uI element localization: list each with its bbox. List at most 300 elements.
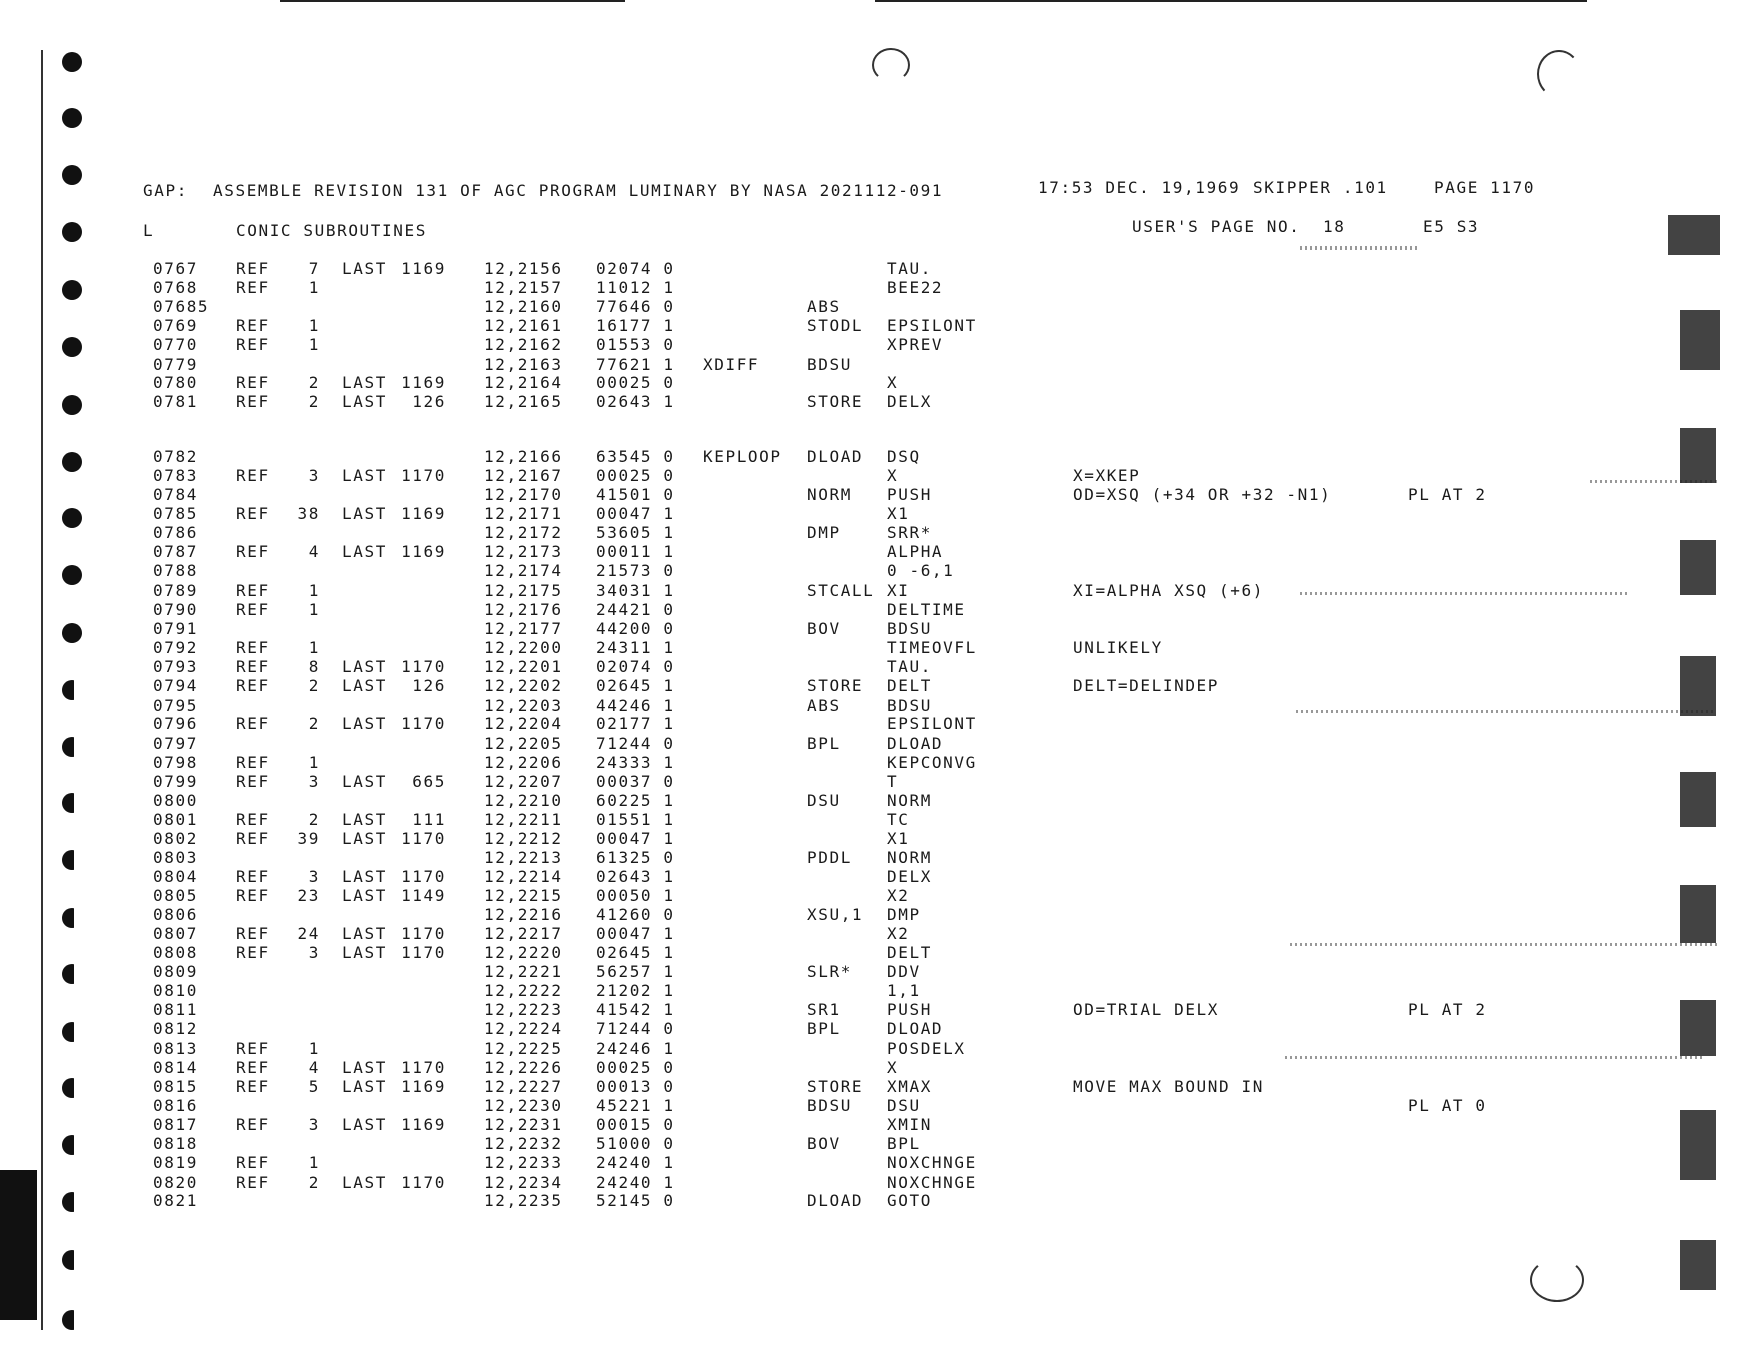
cell-last: LAST bbox=[342, 829, 387, 848]
cell-ref: REF bbox=[236, 1115, 270, 1134]
cell-last-page: 1169 bbox=[401, 259, 446, 278]
cell-comment: MOVE MAX BOUND IN bbox=[1073, 1077, 1264, 1096]
cell-count: 2 bbox=[308, 676, 320, 695]
cell-word: 52145 0 bbox=[596, 1191, 675, 1210]
cell-last-page: 1170 bbox=[401, 867, 446, 886]
cell-line: 0796 bbox=[153, 714, 198, 733]
listing-row bbox=[0, 1078, 1740, 1097]
listing-row bbox=[0, 735, 1740, 754]
cell-operand: XPREV bbox=[887, 335, 944, 354]
cell-op: DLOAD bbox=[807, 1191, 864, 1210]
cell-last: LAST bbox=[342, 810, 387, 829]
cell-line: 0816 bbox=[153, 1096, 198, 1115]
cell-word: 02645 1 bbox=[596, 676, 675, 695]
cell-word: 02074 0 bbox=[596, 657, 675, 676]
cell-operand: BDSU bbox=[887, 696, 932, 715]
cell-line: 0817 bbox=[153, 1115, 198, 1134]
cell-count: 1 bbox=[308, 1039, 320, 1058]
cell-operand: DSU bbox=[887, 1096, 921, 1115]
users-page: USER'S PAGE NO. 18 bbox=[1132, 217, 1346, 236]
cell-last: LAST bbox=[342, 886, 387, 905]
cell-op: ABS bbox=[807, 297, 841, 316]
cell-addr: 12,2206 bbox=[484, 753, 563, 772]
cell-line: 0784 bbox=[153, 485, 198, 504]
cell-last-page: 111 bbox=[412, 810, 446, 829]
cell-op: SR1 bbox=[807, 1000, 841, 1019]
cell-last: LAST bbox=[342, 466, 387, 485]
cell-line: 0801 bbox=[153, 810, 198, 829]
cell-line: 0792 bbox=[153, 638, 198, 657]
cell-last: LAST bbox=[342, 1173, 387, 1192]
cell-ref: REF bbox=[236, 316, 270, 335]
cell-op: PDDL bbox=[807, 848, 852, 867]
cell-line: 0812 bbox=[153, 1019, 198, 1038]
cell-last-page: 1169 bbox=[401, 1115, 446, 1134]
listing-row bbox=[0, 944, 1740, 963]
cell-word: 60225 1 bbox=[596, 791, 675, 810]
cell-operand: DLOAD bbox=[887, 1019, 944, 1038]
cell-last-page: 1170 bbox=[401, 1058, 446, 1077]
top-rule-right bbox=[875, 0, 1587, 2]
cell-addr: 12,2167 bbox=[484, 466, 563, 485]
listing-row bbox=[0, 260, 1740, 279]
cell-word: 01551 1 bbox=[596, 810, 675, 829]
cell-last-page: 1170 bbox=[401, 714, 446, 733]
cell-line: 0789 bbox=[153, 581, 198, 600]
cell-addr: 12,2156 bbox=[484, 259, 563, 278]
cell-ref: REF bbox=[236, 1058, 270, 1077]
cell-line: 0809 bbox=[153, 962, 198, 981]
cell-last: LAST bbox=[342, 676, 387, 695]
cell-comment: X=XKEP bbox=[1073, 466, 1141, 485]
cell-line: 0785 bbox=[153, 504, 198, 523]
cell-op: BPL bbox=[807, 734, 841, 753]
cell-operand: SRR* bbox=[887, 523, 932, 542]
cell-count: 1 bbox=[308, 581, 320, 600]
cell-word: 53605 1 bbox=[596, 523, 675, 542]
cell-op: SLR* bbox=[807, 962, 852, 981]
cell-word: 02643 1 bbox=[596, 392, 675, 411]
cell-count: 3 bbox=[308, 1115, 320, 1134]
cell-count: 3 bbox=[308, 772, 320, 791]
cell-count: 24 bbox=[297, 924, 320, 943]
cell-addr: 12,2203 bbox=[484, 696, 563, 715]
cell-count: 1 bbox=[308, 638, 320, 657]
cell-operand: NOXCHNGE bbox=[887, 1173, 977, 1192]
listing-row bbox=[0, 677, 1740, 696]
cell-line: 0805 bbox=[153, 886, 198, 905]
cell-count: 4 bbox=[308, 1058, 320, 1077]
cell-word: 00013 0 bbox=[596, 1077, 675, 1096]
listing-row bbox=[0, 279, 1740, 298]
top-rule-left bbox=[280, 0, 625, 2]
cell-line: 0807 bbox=[153, 924, 198, 943]
cell-count: 3 bbox=[308, 867, 320, 886]
cell-count: 1 bbox=[308, 278, 320, 297]
cell-last-page: 126 bbox=[412, 676, 446, 695]
cell-addr: 12,2170 bbox=[484, 485, 563, 504]
cell-word: 02645 1 bbox=[596, 943, 675, 962]
cell-word: 44200 0 bbox=[596, 619, 675, 638]
listing-row bbox=[0, 448, 1740, 467]
cell-addr: 12,2164 bbox=[484, 373, 563, 392]
cell-op: STODL bbox=[807, 316, 864, 335]
cell-word: 41501 0 bbox=[596, 485, 675, 504]
cell-operand: POSDELX bbox=[887, 1039, 966, 1058]
cell-line: 0769 bbox=[153, 316, 198, 335]
cell-line: 0788 bbox=[153, 561, 198, 580]
cell-operand: TAU. bbox=[887, 259, 932, 278]
cell-operand: EPSILONT bbox=[887, 714, 977, 733]
listing-row bbox=[0, 868, 1740, 887]
cell-count: 1 bbox=[308, 1153, 320, 1172]
cell-last: LAST bbox=[342, 714, 387, 733]
cell-addr: 12,2223 bbox=[484, 1000, 563, 1019]
cell-word: 00011 1 bbox=[596, 542, 675, 561]
listing-row bbox=[0, 336, 1740, 355]
cell-addr: 12,2175 bbox=[484, 581, 563, 600]
cell-line: 0813 bbox=[153, 1039, 198, 1058]
cell-op: DLOAD bbox=[807, 447, 864, 466]
cell-word: 41542 1 bbox=[596, 1000, 675, 1019]
cell-operand: TIMEOVFL bbox=[887, 638, 977, 657]
cell-line: 0791 bbox=[153, 619, 198, 638]
listing-row bbox=[0, 486, 1740, 505]
assembler-tag: GAP: bbox=[143, 181, 188, 200]
cell-line: 0795 bbox=[153, 696, 198, 715]
cell-addr: 12,2174 bbox=[484, 561, 563, 580]
cell-comment: OD=TRIAL DELX bbox=[1073, 1000, 1220, 1019]
cell-last-page: 1170 bbox=[401, 924, 446, 943]
cell-op: BPL bbox=[807, 1019, 841, 1038]
cell-addr: 12,2226 bbox=[484, 1058, 563, 1077]
cell-addr: 12,2172 bbox=[484, 523, 563, 542]
cell-last: LAST bbox=[342, 504, 387, 523]
cell-addr: 12,2200 bbox=[484, 638, 563, 657]
cell-comment: OD=XSQ (+34 OR +32 -N1) bbox=[1073, 485, 1332, 504]
cell-addr: 12,2202 bbox=[484, 676, 563, 695]
listing-row bbox=[0, 1059, 1740, 1078]
cell-line: 0799 bbox=[153, 772, 198, 791]
listing-row bbox=[0, 467, 1740, 486]
page-code: E5 S3 bbox=[1423, 217, 1480, 236]
cell-addr: 12,2211 bbox=[484, 810, 563, 829]
cell-addr: 12,2173 bbox=[484, 542, 563, 561]
cell-word: 00025 0 bbox=[596, 1058, 675, 1077]
cell-ref: REF bbox=[236, 600, 270, 619]
cell-addr: 12,2216 bbox=[484, 905, 563, 924]
cell-addr: 12,2157 bbox=[484, 278, 563, 297]
cell-addr: 12,2210 bbox=[484, 791, 563, 810]
listing-row bbox=[0, 374, 1740, 393]
scan-ring-mark bbox=[872, 48, 910, 82]
listing-row bbox=[0, 582, 1740, 601]
cell-ref: REF bbox=[236, 278, 270, 297]
cell-last: LAST bbox=[342, 1058, 387, 1077]
punch-hole bbox=[62, 108, 82, 128]
cell-line: 0780 bbox=[153, 373, 198, 392]
cell-last-page: 1169 bbox=[401, 1077, 446, 1096]
cell-operand: GOTO bbox=[887, 1191, 932, 1210]
cell-ref: REF bbox=[236, 335, 270, 354]
cell-addr: 12,2207 bbox=[484, 772, 563, 791]
cell-line: 0790 bbox=[153, 600, 198, 619]
cell-addr: 12,2204 bbox=[484, 714, 563, 733]
cell-line: 0803 bbox=[153, 848, 198, 867]
cell-word: 02177 1 bbox=[596, 714, 675, 733]
cell-line: 0767 bbox=[153, 259, 198, 278]
cell-word: 71244 0 bbox=[596, 734, 675, 753]
cell-word: 71244 0 bbox=[596, 1019, 675, 1038]
cell-last: LAST bbox=[342, 392, 387, 411]
cell-pl: PL AT 2 bbox=[1408, 485, 1487, 504]
user-id: SKIPPER .101 bbox=[1253, 178, 1388, 197]
cell-addr: 12,2233 bbox=[484, 1153, 563, 1172]
cell-word: 00050 1 bbox=[596, 886, 675, 905]
cell-op: STORE bbox=[807, 1077, 864, 1096]
cell-word: 61325 0 bbox=[596, 848, 675, 867]
cell-last: LAST bbox=[342, 772, 387, 791]
cell-addr: 12,2217 bbox=[484, 924, 563, 943]
cell-word: 24311 1 bbox=[596, 638, 675, 657]
cell-ref: REF bbox=[236, 373, 270, 392]
cell-word: 41260 0 bbox=[596, 905, 675, 924]
cell-ref: REF bbox=[236, 867, 270, 886]
cell-addr: 12,2177 bbox=[484, 619, 563, 638]
cell-ref: REF bbox=[236, 259, 270, 278]
cell-word: 77646 0 bbox=[596, 297, 675, 316]
cell-count: 7 bbox=[308, 259, 320, 278]
cell-operand: X2 bbox=[887, 924, 910, 943]
cell-count: 3 bbox=[308, 466, 320, 485]
cell-operand: DELTIME bbox=[887, 600, 966, 619]
cell-last: LAST bbox=[342, 924, 387, 943]
listing-row bbox=[0, 830, 1740, 849]
cell-operand: X bbox=[887, 373, 899, 392]
listing-row bbox=[0, 639, 1740, 658]
cell-op: STORE bbox=[807, 392, 864, 411]
cell-word: 02074 0 bbox=[596, 259, 675, 278]
cell-operand: DDV bbox=[887, 962, 921, 981]
cell-line: 0802 bbox=[153, 829, 198, 848]
cell-op: BOV bbox=[807, 1134, 841, 1153]
listing-row bbox=[0, 562, 1740, 581]
cell-operand: PUSH bbox=[887, 485, 932, 504]
cell-op: DMP bbox=[807, 523, 841, 542]
cell-word: 44246 1 bbox=[596, 696, 675, 715]
cell-word: 11012 1 bbox=[596, 278, 675, 297]
cell-operand: X bbox=[887, 466, 899, 485]
timestamp: 17:53 DEC. 19,1969 bbox=[1038, 178, 1241, 197]
cell-operand: DELX bbox=[887, 867, 932, 886]
cell-operand: EPSILONT bbox=[887, 316, 977, 335]
listing-row bbox=[0, 1135, 1740, 1154]
cell-ref: REF bbox=[236, 753, 270, 772]
cell-operand: XMIN bbox=[887, 1115, 932, 1134]
listing-row bbox=[0, 925, 1740, 944]
cell-line: 0818 bbox=[153, 1134, 198, 1153]
scan-noise bbox=[1300, 246, 1420, 250]
cell-last-page: 665 bbox=[412, 772, 446, 791]
listing-row bbox=[0, 1192, 1740, 1211]
listing-row bbox=[0, 1040, 1740, 1059]
cell-count: 2 bbox=[308, 810, 320, 829]
listing-row bbox=[0, 505, 1740, 524]
listing-row bbox=[0, 1154, 1740, 1173]
cell-addr: 12,2213 bbox=[484, 848, 563, 867]
cell-operand: DELX bbox=[887, 392, 932, 411]
cell-last-page: 1169 bbox=[401, 373, 446, 392]
cell-addr: 12,2234 bbox=[484, 1173, 563, 1192]
cell-ref: REF bbox=[236, 1173, 270, 1192]
cell-count: 38 bbox=[297, 504, 320, 523]
cell-operand: DLOAD bbox=[887, 734, 944, 753]
listing-row bbox=[0, 620, 1740, 639]
cell-line: 0770 bbox=[153, 335, 198, 354]
cell-operand: 1,1 bbox=[887, 981, 921, 1000]
cell-line: 0782 bbox=[153, 447, 198, 466]
cell-operand: T bbox=[887, 772, 899, 791]
cell-count: 1 bbox=[308, 335, 320, 354]
cell-ref: REF bbox=[236, 392, 270, 411]
cell-last: LAST bbox=[342, 542, 387, 561]
cell-line: 0781 bbox=[153, 392, 198, 411]
cell-word: 02643 1 bbox=[596, 867, 675, 886]
listing-row bbox=[0, 849, 1740, 868]
cell-last: LAST bbox=[342, 867, 387, 886]
cell-count: 2 bbox=[308, 373, 320, 392]
cell-count: 2 bbox=[308, 1173, 320, 1192]
cell-line: 0814 bbox=[153, 1058, 198, 1077]
cell-line: 0808 bbox=[153, 943, 198, 962]
cell-last: LAST bbox=[342, 657, 387, 676]
listing-row bbox=[0, 982, 1740, 1001]
cell-count: 4 bbox=[308, 542, 320, 561]
cell-word: 00037 0 bbox=[596, 772, 675, 791]
cell-word: 24421 0 bbox=[596, 600, 675, 619]
cell-ref: REF bbox=[236, 581, 270, 600]
cell-operand: DSQ bbox=[887, 447, 921, 466]
cell-last: LAST bbox=[342, 259, 387, 278]
cell-operand: XI bbox=[887, 581, 910, 600]
cell-ref: REF bbox=[236, 504, 270, 523]
listing-mark: L bbox=[143, 221, 155, 240]
cell-operand: X2 bbox=[887, 886, 910, 905]
listing-row bbox=[0, 963, 1740, 982]
cell-word: 34031 1 bbox=[596, 581, 675, 600]
cell-addr: 12,2224 bbox=[484, 1019, 563, 1038]
cell-addr: 12,2160 bbox=[484, 297, 563, 316]
listing-row bbox=[0, 393, 1740, 412]
cell-line: 0821 bbox=[153, 1191, 198, 1210]
cell-word: 21573 0 bbox=[596, 561, 675, 580]
punch-hole bbox=[62, 52, 82, 72]
cell-word: 77621 1 bbox=[596, 355, 675, 374]
cell-last-page: 1169 bbox=[401, 542, 446, 561]
cell-line: 0798 bbox=[153, 753, 198, 772]
cell-word: 21202 1 bbox=[596, 981, 675, 1000]
cell-ref: REF bbox=[236, 638, 270, 657]
cell-line: 0779 bbox=[153, 355, 198, 374]
cell-op: ABS bbox=[807, 696, 841, 715]
scan-ring-mark bbox=[1537, 50, 1581, 98]
cell-word: 24240 1 bbox=[596, 1153, 675, 1172]
cell-count: 5 bbox=[308, 1077, 320, 1096]
cell-addr: 12,2231 bbox=[484, 1115, 563, 1134]
listing-row bbox=[0, 887, 1740, 906]
cell-count: 1 bbox=[308, 753, 320, 772]
cell-line: 0794 bbox=[153, 676, 198, 695]
cell-ref: REF bbox=[236, 542, 270, 561]
cell-addr: 12,2201 bbox=[484, 657, 563, 676]
cell-operand: ALPHA bbox=[887, 542, 944, 561]
cell-word: 24333 1 bbox=[596, 753, 675, 772]
cell-line: 0786 bbox=[153, 523, 198, 542]
cell-word: 00025 0 bbox=[596, 373, 675, 392]
cell-operand: PUSH bbox=[887, 1000, 932, 1019]
cell-count: 23 bbox=[297, 886, 320, 905]
cell-ref: REF bbox=[236, 810, 270, 829]
cell-word: 45221 1 bbox=[596, 1096, 675, 1115]
cell-pl: PL AT 2 bbox=[1408, 1000, 1487, 1019]
cell-label: KEPLOOP bbox=[703, 447, 782, 466]
edge-blot bbox=[1680, 1240, 1716, 1290]
cell-operand: BDSU bbox=[887, 619, 932, 638]
cell-addr: 12,2230 bbox=[484, 1096, 563, 1115]
listing-row bbox=[0, 773, 1740, 792]
cell-last: LAST bbox=[342, 1115, 387, 1134]
cell-ref: REF bbox=[236, 924, 270, 943]
cell-operand: BPL bbox=[887, 1134, 921, 1153]
cell-count: 39 bbox=[297, 829, 320, 848]
cell-operand: NORM bbox=[887, 848, 932, 867]
cell-ref: REF bbox=[236, 829, 270, 848]
listing-row bbox=[0, 1116, 1740, 1135]
cell-count: 2 bbox=[308, 714, 320, 733]
cell-addr: 12,2222 bbox=[484, 981, 563, 1000]
listing-row bbox=[0, 906, 1740, 925]
cell-addr: 12,2166 bbox=[484, 447, 563, 466]
cell-last-page: 1170 bbox=[401, 829, 446, 848]
cell-last: LAST bbox=[342, 1077, 387, 1096]
cell-word: 00047 1 bbox=[596, 504, 675, 523]
cell-ref: REF bbox=[236, 943, 270, 962]
listing-row bbox=[0, 601, 1740, 620]
cell-addr: 12,2232 bbox=[484, 1134, 563, 1153]
cell-operand: TC bbox=[887, 810, 910, 829]
cell-count: 1 bbox=[308, 316, 320, 335]
cell-word: 51000 0 bbox=[596, 1134, 675, 1153]
cell-operand: NORM bbox=[887, 791, 932, 810]
cell-addr: 12,2171 bbox=[484, 504, 563, 523]
cell-last-page: 1170 bbox=[401, 657, 446, 676]
cell-comment: XI=ALPHA XSQ (+6) bbox=[1073, 581, 1264, 600]
page-number: PAGE 1170 bbox=[1434, 178, 1536, 197]
cell-label: XDIFF bbox=[703, 355, 760, 374]
cell-addr: 12,2214 bbox=[484, 867, 563, 886]
cell-ref: REF bbox=[236, 466, 270, 485]
cell-line: 0811 bbox=[153, 1000, 198, 1019]
cell-last-page: 1170 bbox=[401, 466, 446, 485]
cell-ref: REF bbox=[236, 676, 270, 695]
cell-comment: DELT=DELINDEP bbox=[1073, 676, 1220, 695]
cell-last-page: 1149 bbox=[401, 886, 446, 905]
cell-last: LAST bbox=[342, 943, 387, 962]
cell-line: 0804 bbox=[153, 867, 198, 886]
cell-addr: 12,2221 bbox=[484, 962, 563, 981]
cell-last-page: 1169 bbox=[401, 504, 446, 523]
cell-word: 00047 1 bbox=[596, 924, 675, 943]
